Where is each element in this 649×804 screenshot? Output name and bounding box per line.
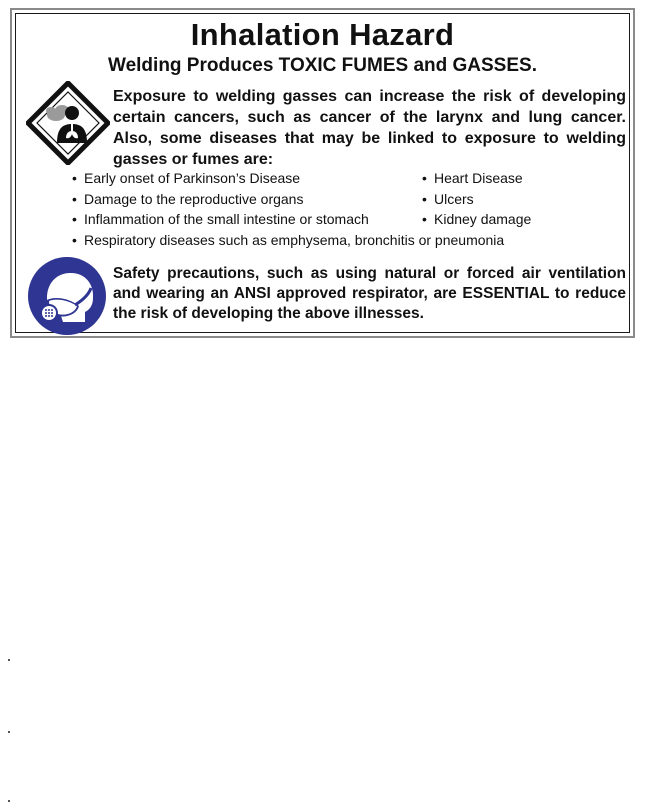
label-inner-border [15,13,630,333]
list-row [72,209,632,230]
margin-mark [8,659,10,661]
bullet-glyph: • [72,231,77,248]
list-row [72,189,632,210]
label-subtitle: Welding Produces TOXIC FUMES and GASSES. [108,55,537,76]
disease-list [72,168,632,250]
list-item: • Heart Disease [422,168,523,189]
safety-precaution-text: Safety precautions, such as using natural or forced air ventilation and wearing an ANSI approved respirator, are ESSENTIAL to reduce the risk of developing the above illnesses. [113,265,626,322]
margin-mark [8,731,10,733]
bullet-glyph: • [422,170,427,186]
list-item: • Respiratory diseases such as emphysema, bronchitis or pneumonia [72,230,504,251]
list-row [72,168,632,189]
bullet-glyph: • [72,211,77,227]
list-item: • Inflammation of the small intestine or stomach [72,209,369,230]
margin-mark [8,800,10,802]
bullet-glyph: • [422,211,427,227]
list-item: • Kidney damage [422,209,531,230]
list-item: • Damage to the reproductive organs [72,189,303,210]
list-item: • Early onset of Parkinson’s Disease [72,168,300,189]
inhalation-hazard-label [10,8,635,338]
list-row [72,230,632,251]
bullet-glyph: • [422,190,427,207]
bullet-glyph: • [72,190,77,207]
label-title: Inhalation Hazard [190,17,455,52]
list-item: • Ulcers [422,189,474,210]
exposure-intro-text: Exposure to welding gasses can increase the risk of developing certain cancers, such as cancer of the larynx and lung cancer. Also, some diseases that may be linked to exposure to welding gasses or fumes are: [113,88,626,168]
respirator-icon [27,256,107,336]
inhalation-hazard-icon [26,81,110,165]
bullet-glyph: • [72,170,77,186]
